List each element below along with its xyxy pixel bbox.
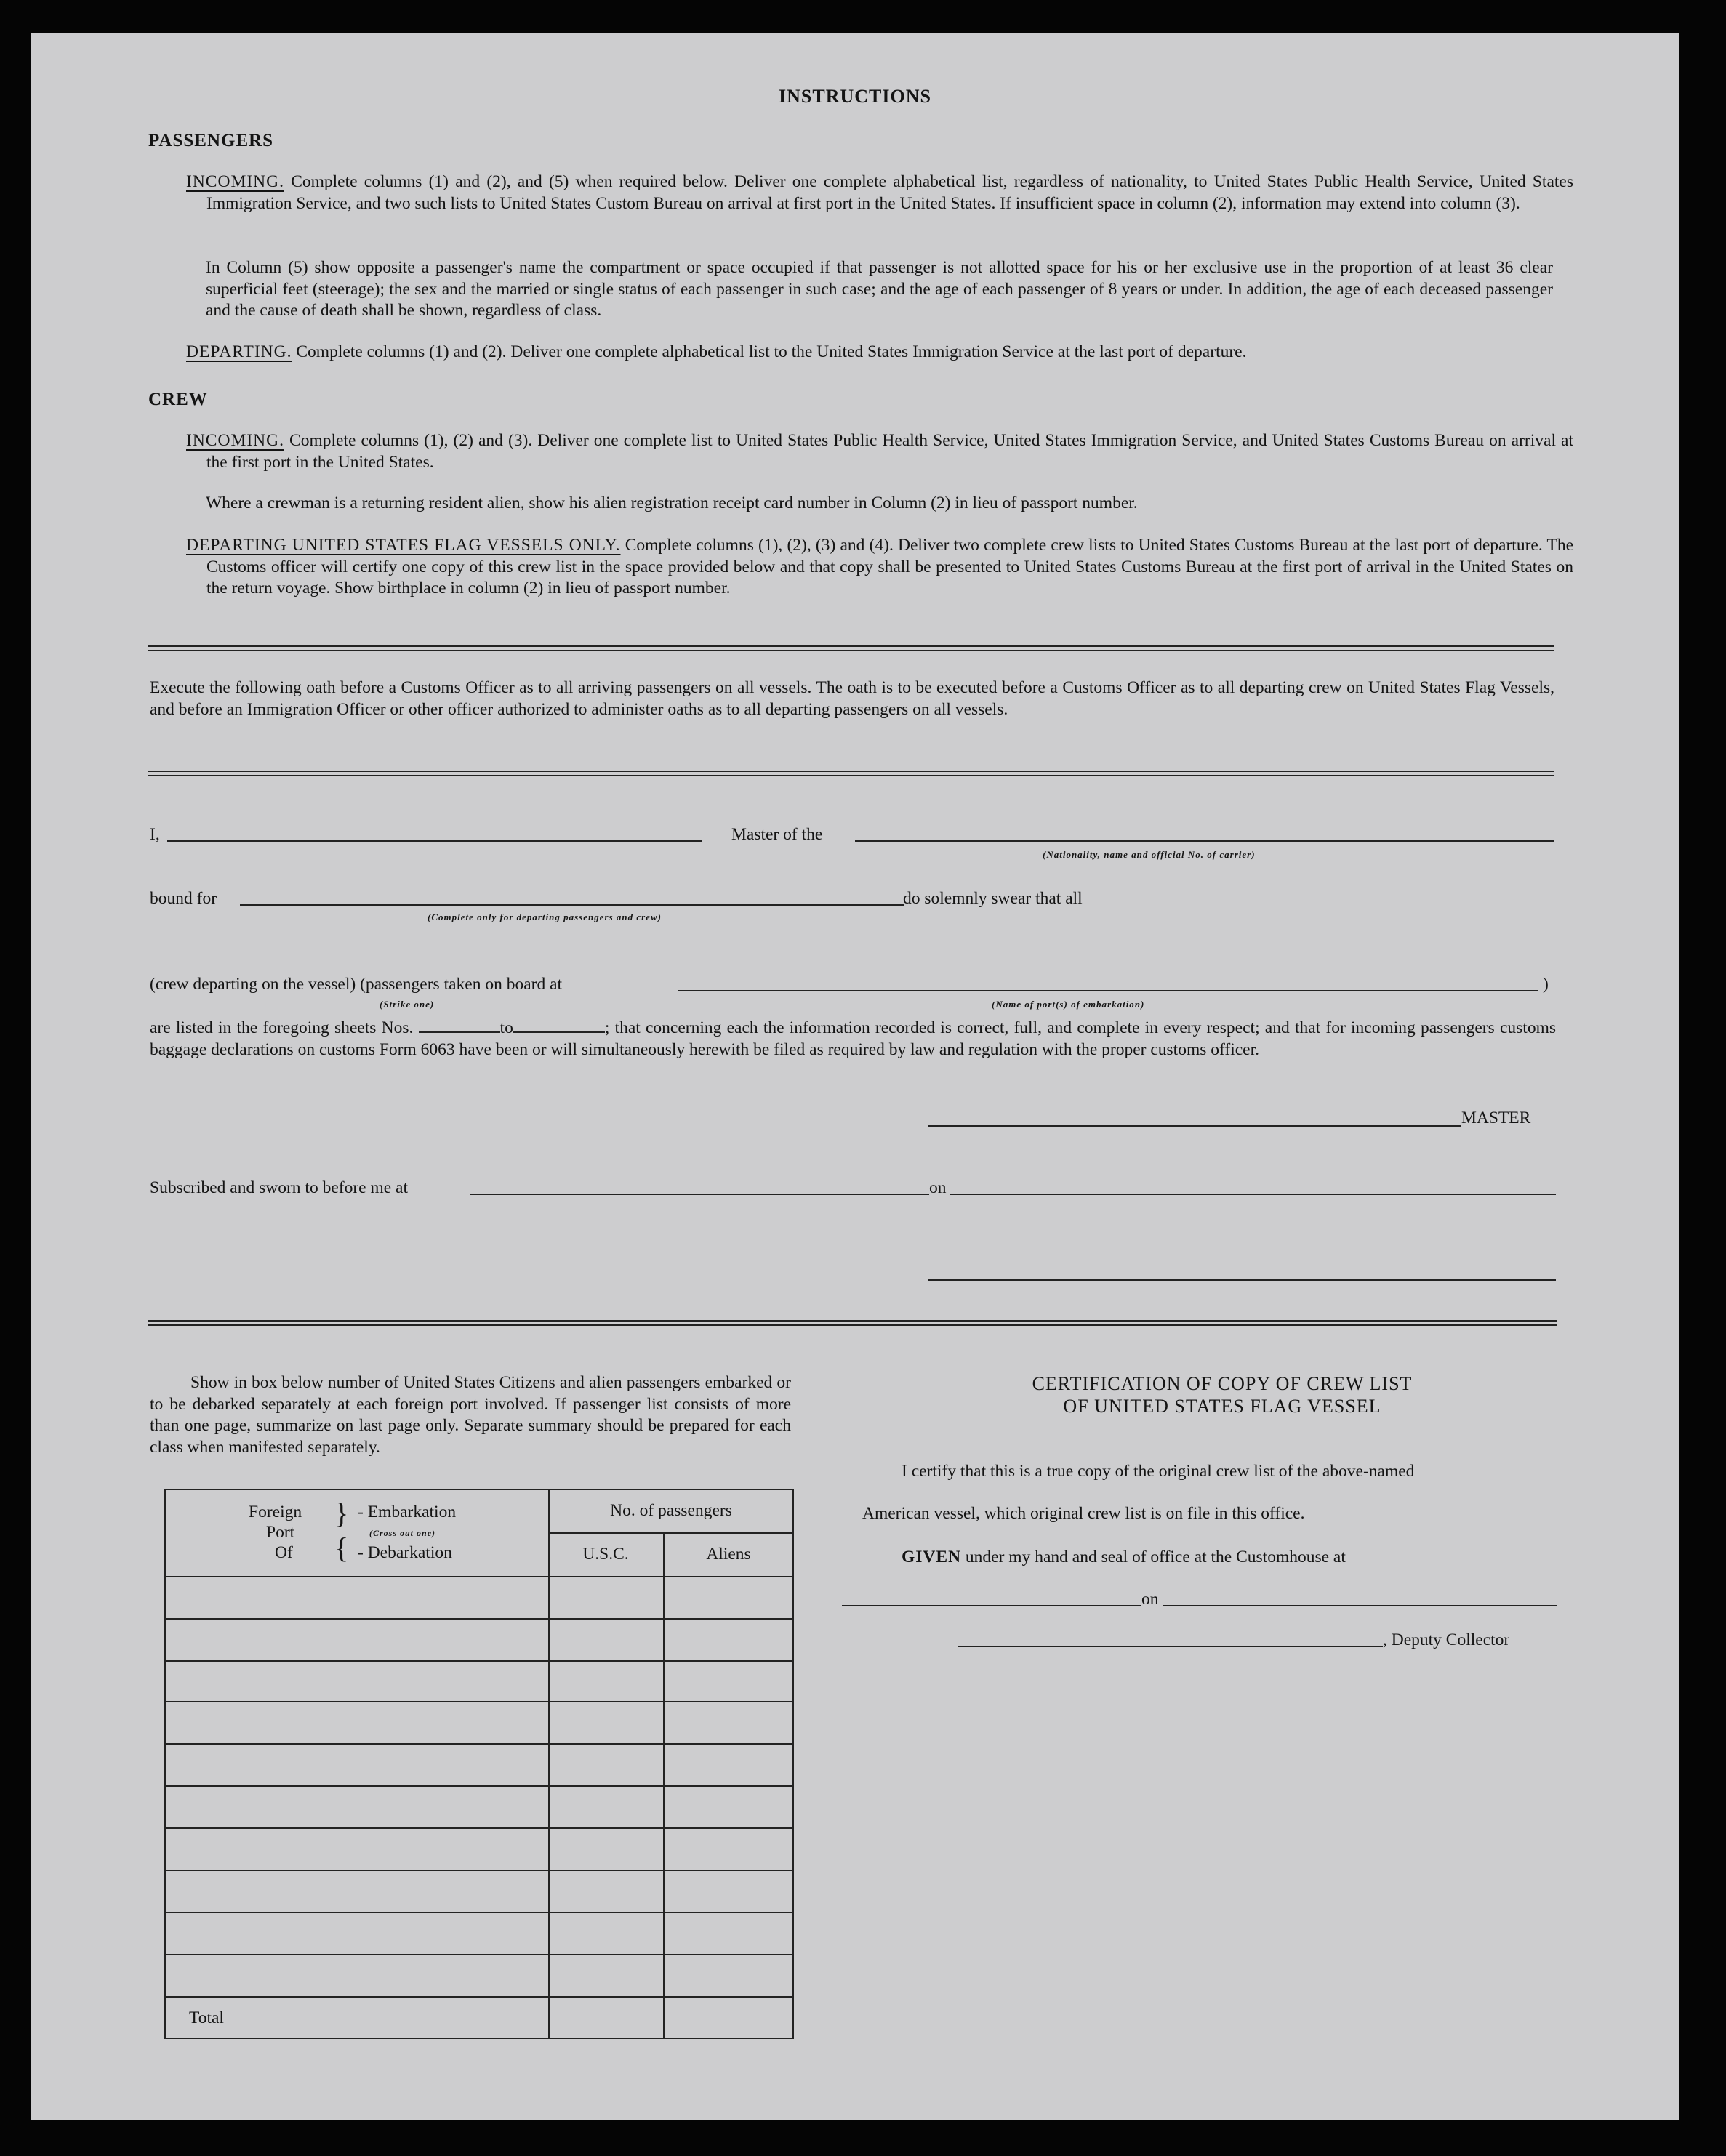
certification-on-label: on [1141, 1590, 1159, 1609]
certification-date-line[interactable] [1163, 1605, 1557, 1606]
strike-one-note: (Strike one) [380, 999, 435, 1010]
crew-departing-lead: DEPARTING UNITED STATES FLAG VESSELS ONLY. [186, 536, 621, 555]
carrier-note: (Nationality, name and official No. of carrier) [1043, 849, 1256, 860]
passengers-incoming-lead: INCOMING. [186, 172, 284, 191]
bound-for-label: bound for [150, 889, 217, 908]
listed-paragraph [150, 1018, 1556, 1061]
passengers-departing-lead: DEPARTING. [186, 342, 292, 361]
brace-top-icon: } [334, 1497, 349, 1529]
instructions-title: INSTRUCTIONS [779, 86, 931, 107]
officer-signature-line[interactable] [928, 1279, 1556, 1281]
column5-paragraph: In Column (5) show opposite a passenger's name the compartment or space occupied if that passenger is not allotted space for his or her exclusive use in the proportion of at least 36 clear superficial feet (steerage); the sex and the married or single status of each passenger in such case; and the age of each passenger of 8 years or under. In addition, the age of each deceased passenger and the cause of death shall be shown, regardless of class. [206, 258, 1553, 320]
deputy-collector-label: , Deputy Collector [1383, 1630, 1510, 1649]
passengers-heading: PASSENGERS [148, 131, 274, 150]
solemnly-swear-text: do solemnly swear that all [903, 889, 1083, 908]
divider-3 [148, 1320, 1557, 1326]
cross-out-note: (Cross out one) [369, 1528, 436, 1538]
bound-for-line[interactable] [240, 904, 904, 906]
col-port: Port [266, 1523, 295, 1542]
customhouse-line[interactable] [842, 1605, 1141, 1606]
certify-line-b: American vessel, which original crew list is on file in this office. [862, 1504, 1305, 1523]
bound-for-note: (Complete only for departing passengers and crew) [428, 912, 662, 922]
subscribed-place-line[interactable] [470, 1194, 929, 1195]
sheet-to-blank[interactable] [513, 1018, 605, 1033]
master-signature-line[interactable] [928, 1125, 1461, 1127]
subscribed-date-line[interactable] [950, 1194, 1556, 1195]
crew-heading: CREW [148, 390, 208, 409]
certification-title-line2: OF UNITED STATES FLAG VESSEL [1063, 1396, 1381, 1417]
col-of: Of [275, 1543, 293, 1562]
certify-line-a: I certify that this is a true copy of the original crew list of the above-named [902, 1462, 1415, 1481]
listed-text-a: are listed in the foregoing sheets Nos. [150, 1018, 414, 1037]
crew-incoming-lead: INCOMING. [186, 431, 284, 450]
form-page [31, 33, 1679, 2120]
given-line [902, 1547, 1346, 1569]
carrier-line[interactable] [855, 840, 1554, 842]
master-of-the-label: Master of the [731, 825, 823, 844]
ports-line[interactable] [678, 990, 1538, 991]
passengers-incoming-paragraph [186, 172, 1573, 214]
crew-incoming-paragraph [186, 430, 1573, 473]
closing-paren: ) [1543, 975, 1549, 994]
certification-title [862, 1372, 1582, 1417]
subscribed-on-label: on [929, 1178, 947, 1197]
brace-bottom-icon: { [334, 1532, 349, 1564]
passengers-departing-paragraph [186, 342, 1553, 363]
col-foreign: Foreign [249, 1503, 302, 1521]
passengers-incoming-text: Complete columns (1) and (2), and (5) when required below. Deliver one complete alphabetical list, regardless of nationality, to United States Public Health Service, United States Immigration Service, and two such lists to United States Custom Bureau on arrival at first port in the United States. If insufficient space in column (2), information may extend into column (3). [206, 172, 1574, 213]
passenger-summary-table [164, 1489, 794, 2039]
master-name-line[interactable] [167, 840, 702, 842]
ports-note: (Name of port(s) of embarkation) [992, 999, 1145, 1010]
passengers-departing-text: Complete columns (1) and (2). Deliver one complete alphabetical list to the United States Immigration Service at the last port of departure. [296, 342, 1247, 361]
no-of-passengers-header: No. of passengers [610, 1501, 732, 1520]
summary-instructions: Show in box below number of United States Citizens and alien passengers embarked or to be debarked separately at each foreign port involved. If passenger list consists of more than one page, summarize on last page only. Separate summary should be prepared for each class when manifested separately. [150, 1373, 791, 1457]
listed-to: to [499, 1018, 513, 1037]
listed-text-b: ; that concerning each the information recorded is correct, full, and complete in every respect; and that for incoming passengers customs baggage declarations on customs Form 6063 have been or will simultaneously herewith be filed as required by law and regulation with the proper customs officer. [150, 1018, 1556, 1059]
aliens-header: Aliens [706, 1545, 751, 1564]
divider-2 [148, 771, 1554, 776]
sheet-from-blank[interactable] [419, 1018, 500, 1033]
given-bold: GIVEN [902, 1548, 962, 1566]
crew-departing-text: Complete columns (1), (2), (3) and (4). Deliver two complete crew lists to United States Customs Bureau at the last port of departure. The Customs officer will certify one copy of this crew list in the space provided below and that copy shall be presented to United States Customs Bureau at the first port of arrival in the United States on the return voyage. Show birthplace in column (2) in lieu of passport number. [206, 536, 1573, 598]
debarkation-label: - Debarkation [358, 1543, 452, 1562]
divider-1 [148, 645, 1554, 651]
crew-departing-text: (crew departing on the vessel) (passengers taken on board at [150, 975, 563, 994]
deputy-signature-line[interactable] [958, 1646, 1383, 1647]
crew-incoming-text: Complete columns (1), (2) and (3). Deliver one complete list to United States Public Health Service, United States Immigration Service, and United States Customs Bureau on arrival at the first port in the United States. [206, 431, 1573, 472]
given-rest: under my hand and seal of office at the Customhouse at [965, 1548, 1346, 1566]
subscribed-label: Subscribed and sworn to before me at [150, 1178, 409, 1197]
master-label: MASTER [1461, 1109, 1531, 1127]
oath-execute-paragraph: Execute the following oath before a Customs Officer as to all arriving passengers on all vessels. The oath is to be executed before a Customs Officer as to all departing crew on United States Flag Vessels, and before an Immigration Officer or other officer authorized to administer oaths as to all departing passengers on all vessels. [150, 678, 1554, 719]
crewman-paragraph: Where a crewman is a returning resident alien, show his alien registration receipt card number in Column (2) in lieu of passport number. [206, 494, 1138, 512]
usc-header: U.S.C. [582, 1545, 629, 1564]
total-label: Total [189, 2008, 224, 2027]
oath-i-label: I, [150, 825, 160, 844]
crew-departing-paragraph [186, 535, 1573, 600]
certification-title-line1: CERTIFICATION OF COPY OF CREW LIST [1032, 1373, 1413, 1394]
embarkation-label: - Embarkation [358, 1503, 457, 1521]
